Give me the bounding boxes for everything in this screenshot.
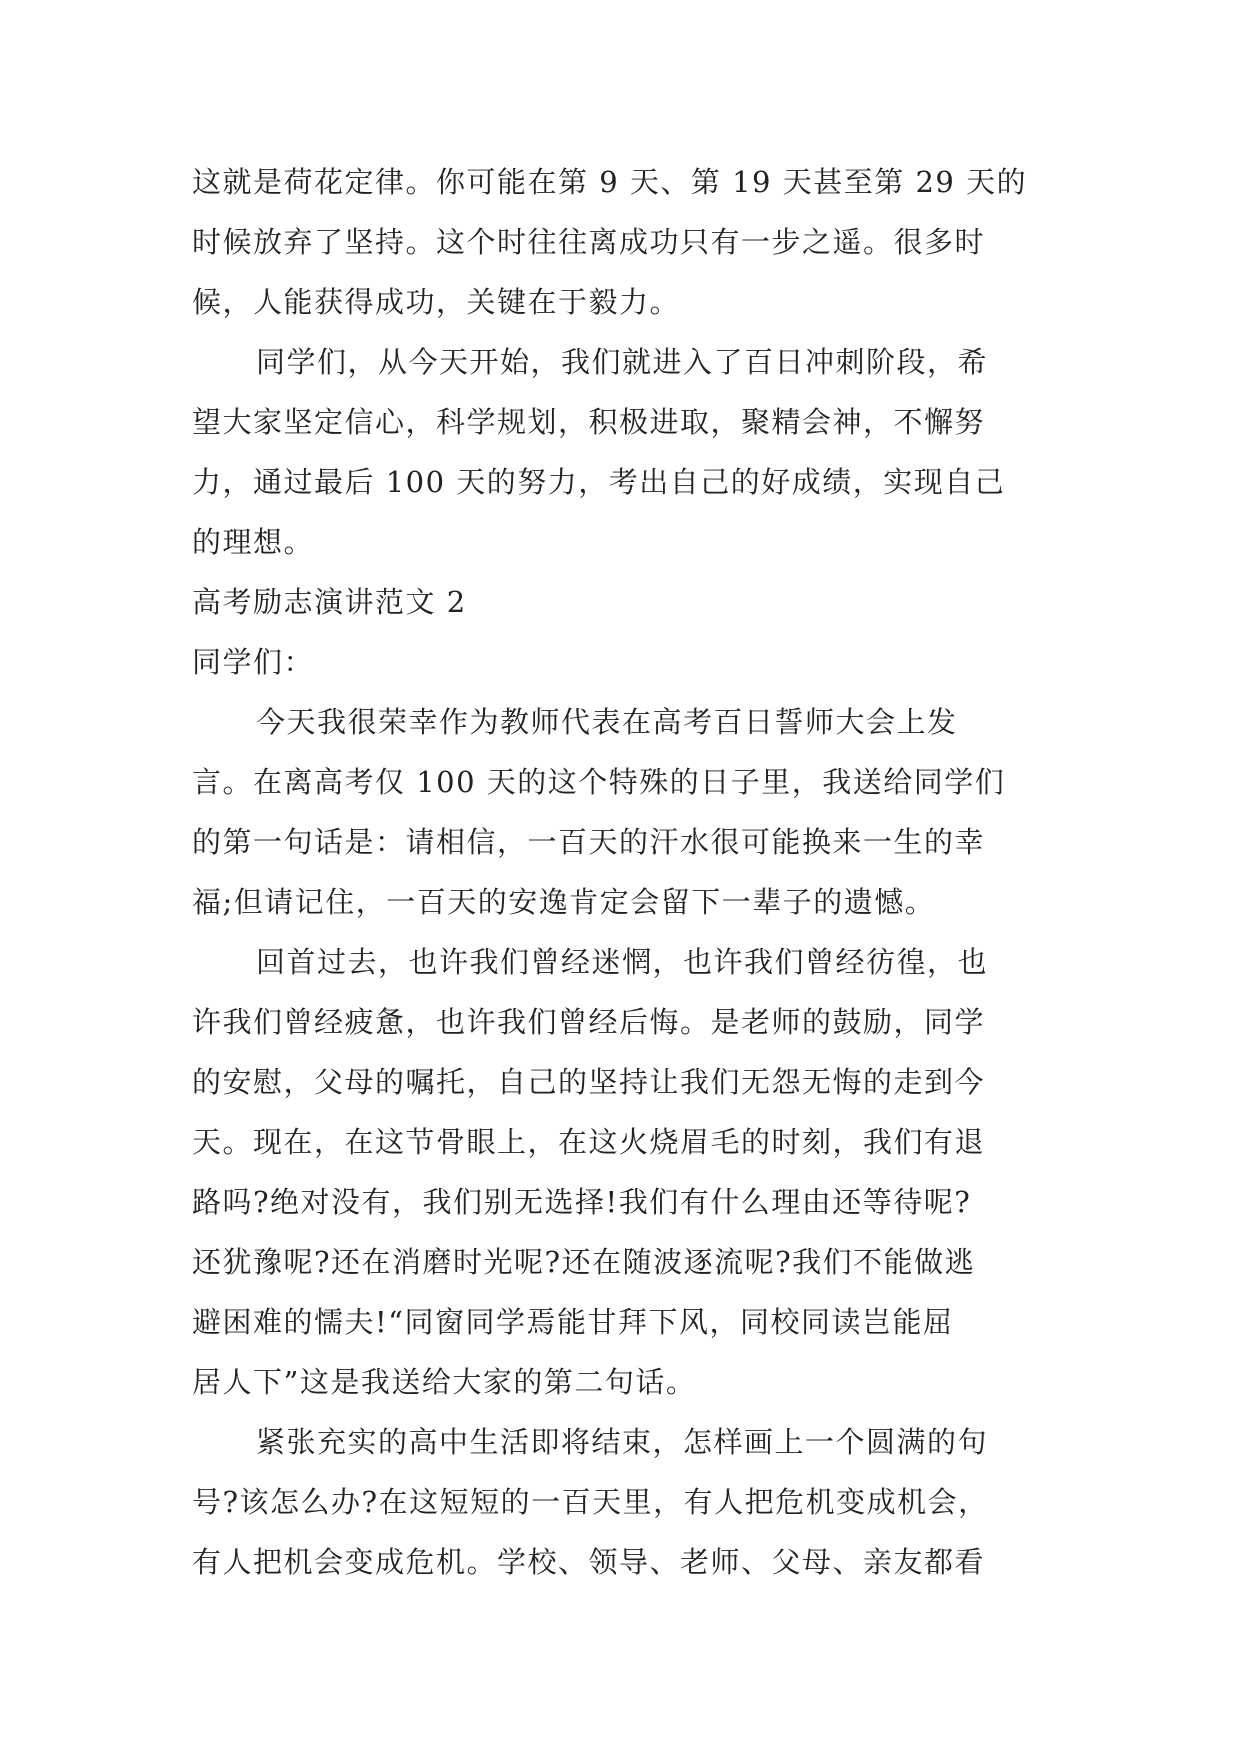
paragraph-first-line: 紧张充实的高中生活即将结束，怎样画上一个圆满的句 [256, 1425, 989, 1459]
text-line: 候，人能获得成功，关键在于毅力。 [192, 285, 681, 319]
paragraph-first-line: 同学们，从今天开始，我们就进入了百日冲刺阶段，希 [256, 345, 989, 379]
text-line: 的安慰，父母的嘱托，自己的坚持让我们无怨无悔的走到今 [192, 1065, 986, 1099]
paragraph-first-line: 今天我很荣幸作为教师代表在高考百日誓师大会上发 [256, 705, 958, 739]
text-line: 望大家坚定信心，科学规划，积极进取，聚精会神，不懈努 [192, 405, 986, 439]
text-line: 的理想。 [192, 525, 315, 559]
text-line: 还犹豫呢?还在消磨时光呢?还在随波逐流呢?我们不能做逃 [192, 1245, 976, 1279]
text-line: 避困难的懦夫!“同窗同学焉能甘拜下风，同校同读岂能屈 [192, 1305, 954, 1339]
text-line: 力，通过最后 100 天的努力，考出自己的好成绩，实现自己 [192, 465, 1006, 499]
text-line: 的第一句话是：请相信，一百天的汗水很可能换来一生的幸 [192, 825, 986, 859]
text-line: 言。在离高考仅 100 天的这个特殊的日子里，我送给同学们 [192, 765, 1006, 799]
text-line: 这就是荷花定律。你可能在第 9 天、第 19 天甚至第 29 天的 [192, 165, 1028, 199]
text-line: 时候放弃了坚持。这个时往往离成功只有一步之遥。很多时 [192, 225, 986, 259]
section-heading: 高考励志演讲范文 2 [192, 585, 467, 619]
paragraph-first-line: 回首过去，也许我们曾经迷惘，也许我们曾经彷徨，也 [256, 945, 989, 979]
text-line: 有人把机会变成危机。学校、领导、老师、父母、亲友都看 [192, 1545, 986, 1579]
text-line: 号?该怎么办?在这短短的一百天里，有人把危机变成机会， [192, 1485, 989, 1519]
text-line: 福;但请记住，一百天的安逸肯定会留下一辈子的遗憾。 [192, 885, 936, 919]
text-line: 天。现在，在这节骨眼上，在这火烧眉毛的时刻，我们有退 [192, 1125, 986, 1159]
text-line: 居人下”这是我送给大家的第二句话。 [192, 1365, 697, 1399]
salutation: 同学们： [192, 645, 315, 679]
text-line: 许我们曾经疲惫，也许我们曾经后悔。是老师的鼓励，同学 [192, 1005, 986, 1039]
text-line: 路吗?绝对没有，我们别无选择!我们有什么理由还等待呢? [192, 1185, 972, 1219]
